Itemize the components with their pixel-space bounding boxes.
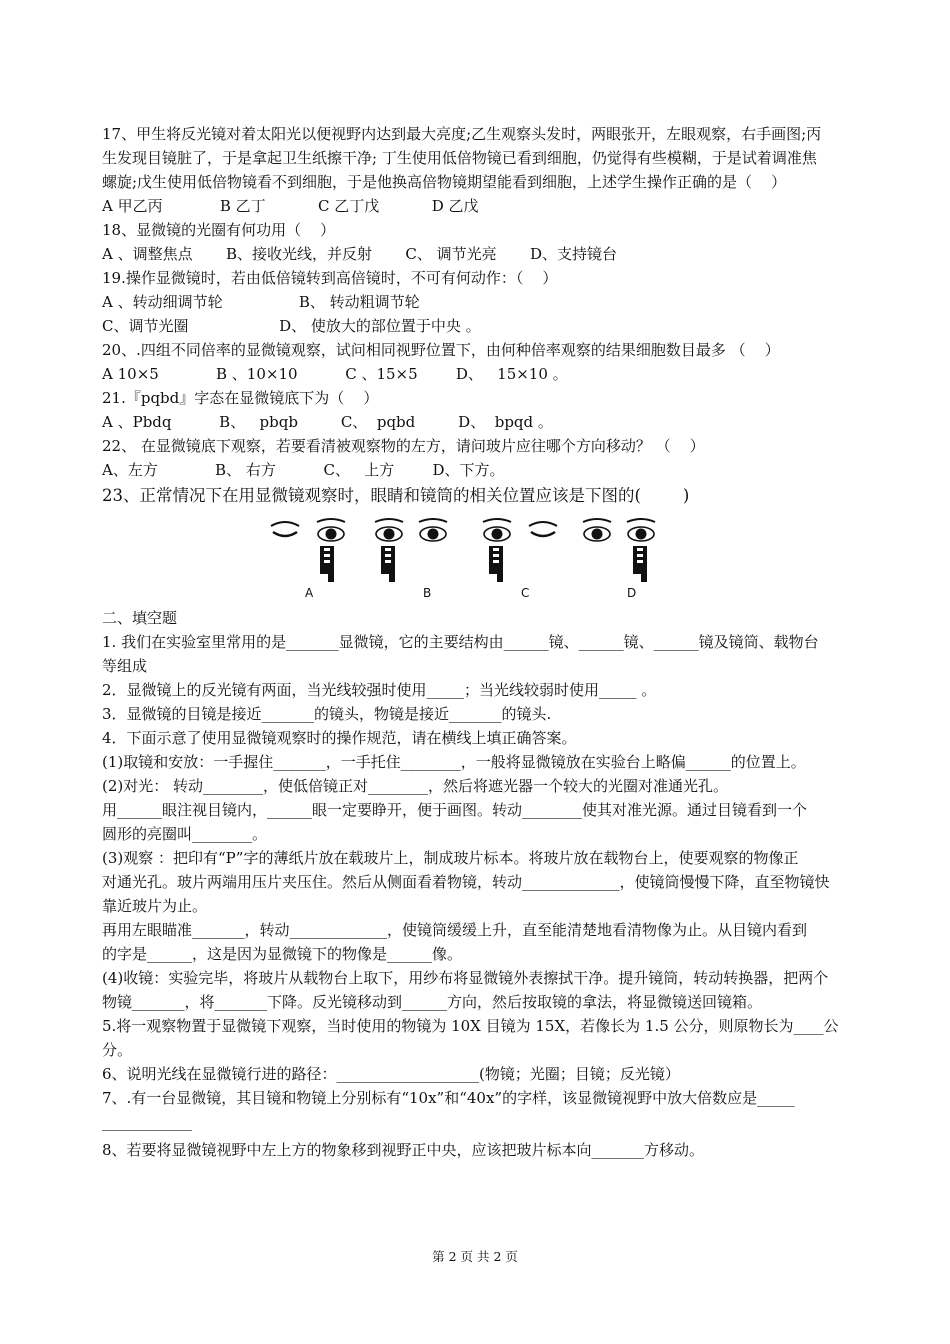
fill-5-line-2: 分。	[102, 1041, 133, 1059]
q23-stem: 23、正常情况下在用显微镜观察时，眼睛和镜筒的相关位置应该是下图的( )	[102, 486, 690, 505]
fill-4-4-line-2: 物镜_______，将_______下降。反光镜移动到______方向，然后按取镜的拿法，将显微镜送回镜箱。	[102, 993, 763, 1011]
q20-stem: 20、.四组不同倍率的显微镜观察，试问相同视野位置下，由何种倍率观察的结果细胞数目最多 （ ）	[102, 341, 780, 359]
q17-options: A 甲乙丙 B 乙丁 C 乙丁戊 D 乙戊	[102, 197, 479, 215]
q19-options-2: C、调节光圈 D、 使放大的部位置于中央 。	[102, 317, 481, 335]
eye-tube-drawing-b	[371, 514, 471, 588]
fill-4-3-line-2: 对通光孔。玻片两端用压片夹压住。然后从侧面看着物镜，转动_____________，使镜筒慢慢下降，直至物镜快	[102, 873, 830, 891]
fill-8: 8、若要将显微镜视野中左上方的物象移到视野正中央，应该把玻片标本向_______方移动。	[102, 1141, 705, 1159]
q20-options: A 10×5 B 、10×10 C 、15×5 D、 15×10 。	[102, 365, 568, 383]
eye-microscope-figure	[267, 514, 679, 600]
section-title-fill-in: 二、填空题	[102, 609, 178, 627]
fill-4-3-line-4: 再用左眼瞄准_______，转动_____________，使镜筒缓缓上升，直至能清楚地看清物像为止。从目镜内看到	[102, 921, 808, 939]
figure-label-a: A	[305, 586, 314, 600]
exam-page	[102, 122, 882, 1162]
figure-label-b: B	[423, 586, 432, 600]
fill-4-2-line-3: 圆形的亮圈叫________。	[102, 825, 268, 843]
q21-stem: 21.『pqbd』字态在显微镜底下为（ ）	[102, 389, 379, 407]
eye-tube-drawing-a	[267, 514, 367, 588]
q17-line-1: 17、甲生将反光镜对着太阳光以便视野内达到最大亮度;乙生观察头发时，两眼张开，左眼观察，右手画图;丙	[102, 125, 822, 143]
figure-label-d: D	[627, 586, 637, 600]
fill-4-3-line-3: 靠近玻片为止。	[102, 897, 208, 915]
q22-stem: 22、 在显微镜底下观察，若要看清被观察物的左方，请问玻片应往哪个方向移动？ （ ）	[102, 437, 705, 455]
fill-2: 2．显微镜上的反光镜有两面，当光线较强时使用_____；当光线较弱时使用_____ 。	[102, 681, 657, 699]
figure-panel-b	[371, 514, 471, 600]
fill-5-line-1: 5.将一观察物置于显微镜下观察，当时使用的物镜为 10X 目镜为 15X，若像长为 1.5 公分，则原物长为____公	[102, 1017, 839, 1035]
figure-panel-c	[479, 514, 579, 600]
eye-tube-drawing-c	[479, 514, 579, 588]
fill-6: 6、说明光线在显微镜行进的路径：___________________(物镜；光圈；目镜；反光镜）	[102, 1065, 680, 1083]
figure-panel-d	[579, 514, 679, 600]
fill-4-3-line-5: 的字是______，这是因为显微镜下的物像是______像。	[102, 945, 463, 963]
eye-tube-drawing-d	[579, 514, 679, 588]
figure-label-c: C	[521, 586, 530, 600]
fill-4-2-line-1: (2)对光： 转动________，使低倍镜正对________，然后将遮光器一个较大的光圈对准通光孔。	[102, 777, 729, 795]
fill-1-line-2: 等组成	[102, 657, 148, 675]
q21-options: A 、Pbdq B、 pbqb C、 pqbd D、 bpqd 。	[102, 413, 553, 431]
q19-options-1: A 、转动细调节轮 B、 转动粗调节轮	[102, 293, 420, 311]
fill-4-2-line-2: 用______眼注视目镜内，______眼一定要睁开，便于画图。转动________使其对准光源。通过目镜看到一个	[102, 801, 808, 819]
figure-panel-a	[267, 514, 367, 600]
page-footer: 第 2 页 共 2 页	[432, 1249, 518, 1264]
q19-stem: 19.操作显微镜时，若由低倍镜转到高倍镜时，不可有何动作：（ ）	[102, 269, 558, 287]
q22-options: A、左方 B、 右方 C、 上方 D、下方。	[102, 461, 505, 479]
fill-4-intro: 4．下面示意了使用显微镜观察时的操作规范，请在横线上填正确答案。	[102, 729, 577, 747]
q17-line-2: 生发现目镜脏了，于是拿起卫生纸擦干净; 丁生使用低倍物镜已看到细胞，仍觉得有些模糊，于是试着调准焦	[102, 149, 817, 167]
fill-7-line-1: 7、.有一台显微镜，其目镜和物镜上分别标有“10x”和“40x”的字样，该显微镜视野中放大倍数应是_____	[102, 1089, 795, 1107]
fill-4-1: (1)取镜和安放：一手握住_______，一手托住________，一般将显微镜放在实验台上略偏______的位置上。	[102, 753, 806, 771]
q18-stem: 18、显微镜的光圈有何功用（ ）	[102, 221, 336, 239]
q17-line-3: 螺旋;戊生使用低倍物镜看不到细胞，于是他换高倍物镜期望能看到细胞，上述学生操作正确的是（ ）	[102, 173, 787, 191]
fill-4-3-line-1: (3)观察 ：把印有“P”字的薄纸片放在载玻片上，制成玻片标本。将玻片放在载物台上，使要观察的物像正	[102, 849, 799, 867]
fill-7-line-2: ____________	[102, 1113, 192, 1131]
fill-1-line-1: 1. 我们在实验室里常用的是_______显微镜，它的主要结构由______镜、______镜、______镜及镜筒、载物台	[102, 633, 819, 651]
fill-3: 3．显微镜的目镜是接近_______的镜头，物镜是接近_______的镜头.	[102, 705, 552, 723]
q18-options: A 、调整焦点 B、接收光线，并反射 C、 调节光亮 D、支持镜台	[102, 245, 618, 263]
fill-4-4-line-1: (4)收镜：实验完毕，将玻片从载物台上取下，用纱布将显微镜外表擦拭干净。提升镜筒，转动转换器，把两个	[102, 969, 829, 987]
